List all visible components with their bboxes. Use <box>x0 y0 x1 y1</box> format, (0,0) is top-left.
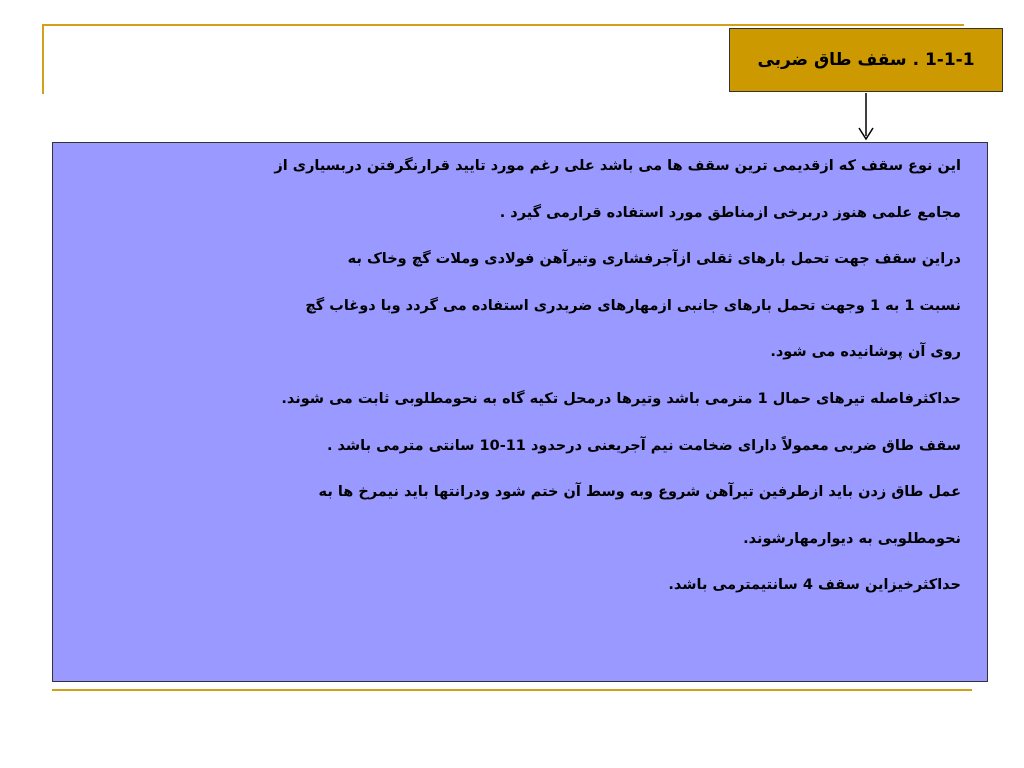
left-divider-line <box>42 24 44 94</box>
content-line: حداکثرخیزاین سقف 4 سانتیمترمی باشد. <box>668 577 961 594</box>
section-title: 1-1-1 . سقف طاق ضربی <box>757 50 975 70</box>
content-line: مجامع علمی هنوز دربرخی ازمناطق مورد استفاده قرارمی گیرد . <box>499 204 961 221</box>
content-line: نسبت 1 به 1 وجهت تحمل بارهای جانبی ازمهارهای ضربدری استفاده می گردد وبا دوغاب گچ <box>305 297 961 314</box>
top-divider-line <box>42 24 964 26</box>
content-line: این نوع سقف که ازقدیمی ترین سقف ها می باشد علی رغم مورد تایید قرارنگرفتن دربسیاری از <box>274 158 961 174</box>
content-box <box>52 142 988 682</box>
bottom-divider-line <box>52 689 972 691</box>
content-line: سقف طاق ضربی معمولاً دارای ضخامت نیم آجریعنی درحدود 11-10 سانتی مترمی باشد . <box>326 437 961 454</box>
content-line: روی آن پوشانیده می شود. <box>770 344 961 361</box>
content-line: عمل طاق زدن باید ازطرفین تیرآهن شروع وبه وسط آن ختم شود ودرانتها باید نیمرخ ها به <box>318 484 961 501</box>
section-title-box <box>729 28 1003 92</box>
content-line: نحومطلوبی به دیوارمهارشوند. <box>743 530 961 547</box>
content-line: حداکثرفاصله تیرهای حمال 1 مترمی باشد وتیرها درمحل تکیه گاه به نحومطلوبی ثابت می شوند. <box>281 390 961 407</box>
content-line: دراین سقف جهت تحمل بارهای ثقلی ازآجرفشاری وتیرآهن فولادی وملات گچ وخاک به <box>347 251 961 268</box>
